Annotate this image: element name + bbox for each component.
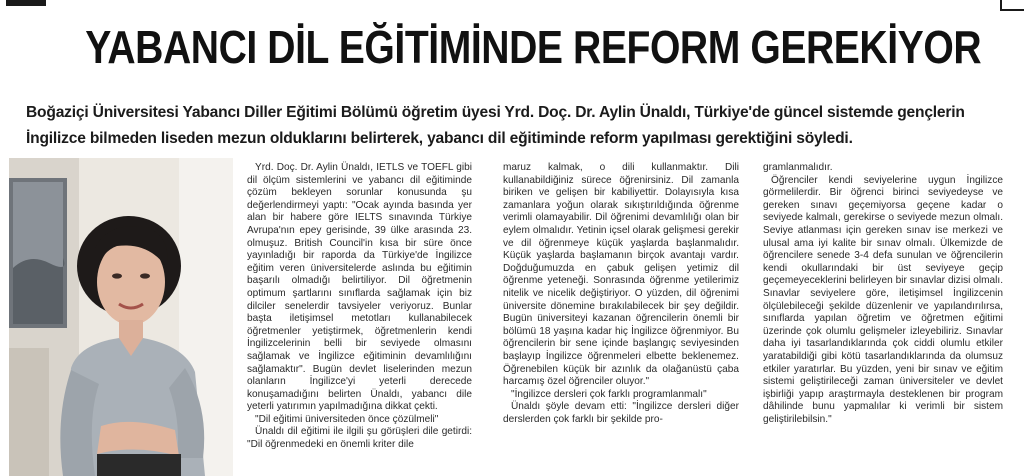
article-column-1: [247, 162, 472, 452]
top-rule-left: [6, 0, 46, 6]
headline: YABANCI DİL EĞİTİMİNDE REFORM GEREKİYOR: [85, 21, 982, 73]
column-1-paragraph: Yrd. Doç. Dr. Aylin Ünaldı, IETLS ve TOEFL gibi dil ölçüm sistemlerini ve yabancı dil eğitiminde çözüm bekleyen sorunlar konusunda şu değerlendirmeyi yaptı: "Ocak ayında basında yer alan bir habere göre IELTS sınavında Türkiye Avrupa'nın epey gerisinde, 39 ülke arasında 23. olmuşuz. British Council'in kısa bir süre önce yayınladığı bir raporda da Türkiye'de İngilizce eğitim veren üniversitelerde aslında bu eğitimin başarılı olmadığı belirtiliyor. Dil öğretmenin optimum şartlarını sınıflarda sağlamak için biz dilciler senelerdir tavsiyeler veriyoruz. Bunlar başta iletişimsel metotları kullanabilecek öğretmenler yetiştirmek, öğretmenlerin kendi İngilizcelerinin belli bir seviyede olmasını sağlamak ve İngilizce eğitiminin devamlılığını sağlamaktır". Bugün devlet liselerinden mezun olanların İngilizce'yi yeterli derecede konuşamadığını belirten Ünaldı, yabancı dile yeterli yatırımın yapılmadığına dikkat çekti.: [247, 162, 472, 413]
portrait-illustration: [9, 158, 233, 476]
article-column-2: [503, 162, 739, 426]
top-rule-right: [1000, 0, 1024, 11]
column-2-subhead: "İngilizce dersleri çok farklı programlanmalı": [511, 388, 707, 400]
portrait-photo: [9, 158, 233, 476]
column-2-after: Ünaldı şöyle devam etti: "İngilizce dersleri diğer derslerden çok farklı bir şekilde pro-: [503, 401, 739, 425]
top-rule: [0, 0, 1024, 8]
column-2-paragraph: maruz kalmak, o dili kullanmaktır. Dili kullanabildiğiniz sürece öğrenirsiniz. Dil zamanla biriken ve gelişen bir kabiliyettir. Dolayısıyla kısa zamanlara yoğun olarak sıkıştırıldığında öğrenme verimli olamayabilir. Dil öğrenimi devamlılığı olan bir eylem olmalıdır. Yetinin içsel olarak gelişmesi gerekir ve dil öğrenmeye küçük yaşlarda başlanmalıdır. Küçük yaşlarda başlamanın birçok avantajı vardır. Doğduğumuzda en çabuk gelişen yetimiz dil öğrenme yeteneği. Sonrasında öğrenme yetilerimiz nitelik ve nicelik değiştiriyor. O yüzden, dil öğrenimi üniversite dönemine bırakılabilecek bir şey değildir. Bugün üniversiteyi kazanan öğrencilerin önemli bir bölümü 18 yaşına kadar hiç İngilizce öğrenmiyor. Bu öğrencilerin bir sene içinde başlangıç seviyesinden başlayıp İngilizce öğrenmeleri elbette beklenemez. Öğrenebilen küçük bir azınlık da olağanüstü çaba harcamış özel öğrenciler oluyor.": [503, 162, 739, 388]
lead-paragraph: Boğaziçi Üniversitesi Yabancı Diller Eğitimi Bölümü öğretim üyesi Yrd. Doç. Dr. Aylin Ünaldı, Türkiye'de güncel sistemde gençlerin İngilizce bilmeden liseden mezun olduklarını belirterek, yabancı dil eğitiminde reform yapılması gerektiğini söyledi.: [26, 104, 965, 147]
column-1-subhead: "Dil eğitimi üniversiteden önce çözülmeli": [255, 413, 439, 425]
column-1-after: Ünaldı dil eğitimi ile ilgili şu görüşleri dile getirdi: "Dil öğrenmedeki en önemli kriter dile: [247, 426, 472, 451]
article-column-3: [763, 162, 1003, 426]
column-3-paragraph-2: Öğrenciler kendi seviyelerine uygun İngilizce görmelilerdir. Bir öğrenci birinci seviyedeyse ve gereken sınavı geçemiyorsa geçene kadar o seviyede kalmalı, gerekirse o seviyede mezun olmalı. Seviye atlanması için gereken sınav ise merkezi ve ulusal ama iyi kalite bir sınav olmalı. Ülkemizde de öğrencilere senede 3-4 defa sunulan ve öğrencilerin kendi okullarındaki bir üst seviyeye geçip geçemeyeceklerini belirleyen bir sınavlar dizisi olmalı. Sınavlar seviyelere göre, iletişimsel İngilizcenin ölçülebileceği şekilde düzenlenir ve yapılandırılırsa, sınıflarda yapılan öğretim ve öğretmen eğitimi üzerinde çok olumlu gelişmeler izleyebiliriz. Sınavlar daha iyi tasarlandıklarında çok ciddi olumlu etkiler yaratabildiği gibi kötü tasarlandıklarında da olumsuz etkiler yaratırlar. Bu yüzden, yeni bir sınav ve eğitim sistemi geliştirileceği zaman üniversiteler ve devlet işbirliği yapıp araştırmayla desteklenen bir program dâhilinde bunu yapmalılar ki verimli bir sistem geliştirilebilsin.": [763, 174, 1003, 425]
column-3-paragraph-1: gramlanmalıdır.: [763, 162, 833, 173]
